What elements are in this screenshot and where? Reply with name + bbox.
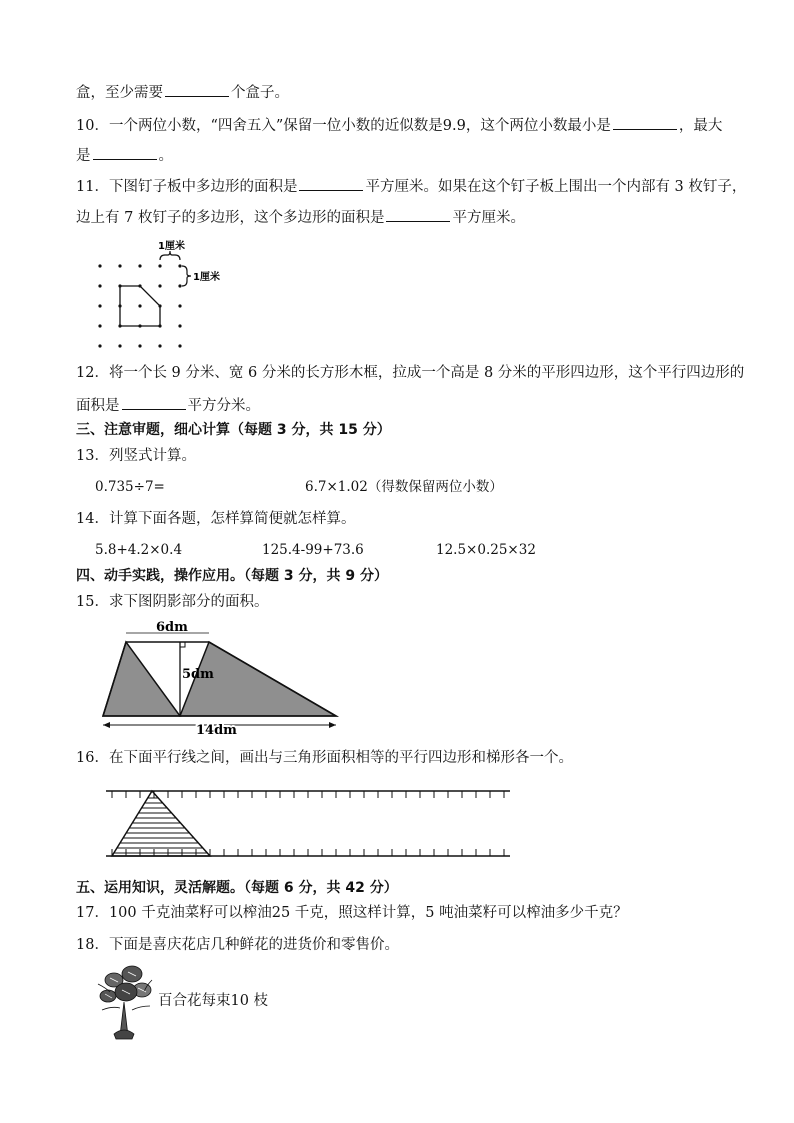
q17-line: 17．100 千克油菜籽可以榨油25 千克，照这样计算，5 吨油菜籽可以榨油多少千克？: [76, 905, 628, 921]
q11-area-blank[interactable]: [299, 176, 363, 191]
unit-brace-horizontal: [160, 251, 180, 260]
q10-max-blank[interactable]: [93, 145, 157, 160]
q11-line2: [76, 207, 734, 228]
peg-dot: [138, 264, 141, 267]
q13-line: 13．列竖式计算。: [76, 448, 196, 464]
unit-brace-vertical: [182, 266, 191, 286]
triangle-hatching: [114, 798, 207, 853]
peg-dot: [118, 344, 121, 347]
q10-line1: [76, 115, 734, 136]
top-length-label: 6dm: [156, 620, 188, 635]
q9-text-end: 个盒子。: [231, 85, 289, 101]
q15-line: 15．求下图阴影部分的面积。: [76, 594, 269, 610]
q12-text-end: 平方分米。: [187, 398, 260, 414]
peg-dot: [98, 344, 101, 347]
section5-heading: 五、运用知识，灵活解题。（每题 6 分，共 42 分）: [76, 880, 398, 896]
bottom-arrow-left: [103, 722, 110, 728]
peg-dot: [158, 344, 161, 347]
peg-dot: [98, 324, 101, 327]
peg-dot: [178, 344, 181, 347]
section4-heading: 四、动手实践，操作应用。（每题 3 分，共 9 分）: [76, 568, 388, 584]
q14-line: 14．计算下面各题，怎样算简便就怎样算。: [76, 511, 356, 527]
q12-text: 12．将一个长 9 分米、宽 6 分米的长方形木框，拉成一个高是 8 分米的平形四边形，这个平行四边形的: [76, 365, 745, 381]
peg-dot: [98, 284, 101, 287]
label-1cm-horizontal: 1厘米: [158, 241, 185, 252]
q9-answer-blank[interactable]: [165, 82, 229, 97]
parallel-lines-figure: [106, 786, 512, 862]
q16-line: 16．在下面平行线之间，画出与三角形面积相等的平行四边形和梯形各一个。: [76, 750, 573, 766]
q13-expr1: 0.735÷7=: [95, 479, 165, 495]
section3-heading: 三、注意审题，细心计算（每题 3 分，共 15 分）: [76, 422, 391, 438]
q10-text-end: 。: [158, 148, 173, 164]
peg-dot: [178, 264, 181, 267]
shaded-area-figure: [96, 618, 346, 740]
q10-text-mid: ，最大: [678, 118, 723, 134]
q14-expr2: 125.4-99+73.6: [262, 542, 364, 558]
q11-text2: 边上有 7 枚钉子的多边形，这个多边形的面积是: [76, 210, 385, 226]
peg-dot: [178, 284, 181, 287]
q12-line1: [76, 363, 745, 383]
q9-line: [76, 82, 734, 103]
bottom-length-label: 14dm: [196, 723, 237, 738]
lily-caption: 百合花每束10 枝: [158, 993, 269, 1009]
peg-dot: [138, 304, 141, 307]
q9-text: 盒，至少需要: [76, 85, 163, 101]
q11-text-end: 平方厘米。: [452, 210, 525, 226]
bottom-arrow-right: [329, 722, 336, 728]
tick-marks-top: [112, 791, 504, 798]
pegboard-figure: [90, 238, 230, 350]
peg-dot: [178, 324, 181, 327]
q14-expr3: 12.5×0.25×32: [436, 542, 536, 558]
q12-area-blank[interactable]: [122, 395, 186, 410]
peg-dot: [98, 264, 101, 267]
label-1cm-vertical: 1厘米: [193, 272, 220, 283]
q12-text2: 面积是: [76, 398, 120, 414]
q13-expr2: 6.7×1.02（得数保留两位小数）: [305, 479, 503, 495]
lily-bouquet-illustration: [94, 962, 158, 1040]
q11-line1: [76, 176, 747, 197]
q10-text: 10．一个两位小数，“四舍五入”保留一位小数的近似数是9.9，这个两位小数最小是: [76, 118, 611, 134]
q11-area2-blank[interactable]: [386, 207, 450, 222]
peg-dot: [178, 304, 181, 307]
peg-dot: [98, 304, 101, 307]
peg-dots: [98, 264, 181, 347]
q14-expr1: 5.8+4.2×0.4: [95, 542, 183, 558]
q10-line2: [76, 145, 734, 166]
q11-text: 11．下图钉子板中多边形的面积是: [76, 179, 298, 195]
peg-dot: [158, 264, 161, 267]
q10-min-blank[interactable]: [613, 115, 677, 130]
q12-line2: [76, 395, 734, 416]
q11-text-mid: 平方厘米。如果在这个钉子板上围出一个内部有 3 枚钉子，: [365, 179, 747, 195]
height-label: 5dm: [182, 667, 214, 682]
peg-dot: [138, 344, 141, 347]
q10-text2: 是: [76, 148, 91, 164]
peg-dot: [158, 284, 161, 287]
peg-dot: [118, 264, 121, 267]
q18-line: 18．下面是喜庆花店几种鲜花的进货价和零售价。: [76, 937, 399, 953]
